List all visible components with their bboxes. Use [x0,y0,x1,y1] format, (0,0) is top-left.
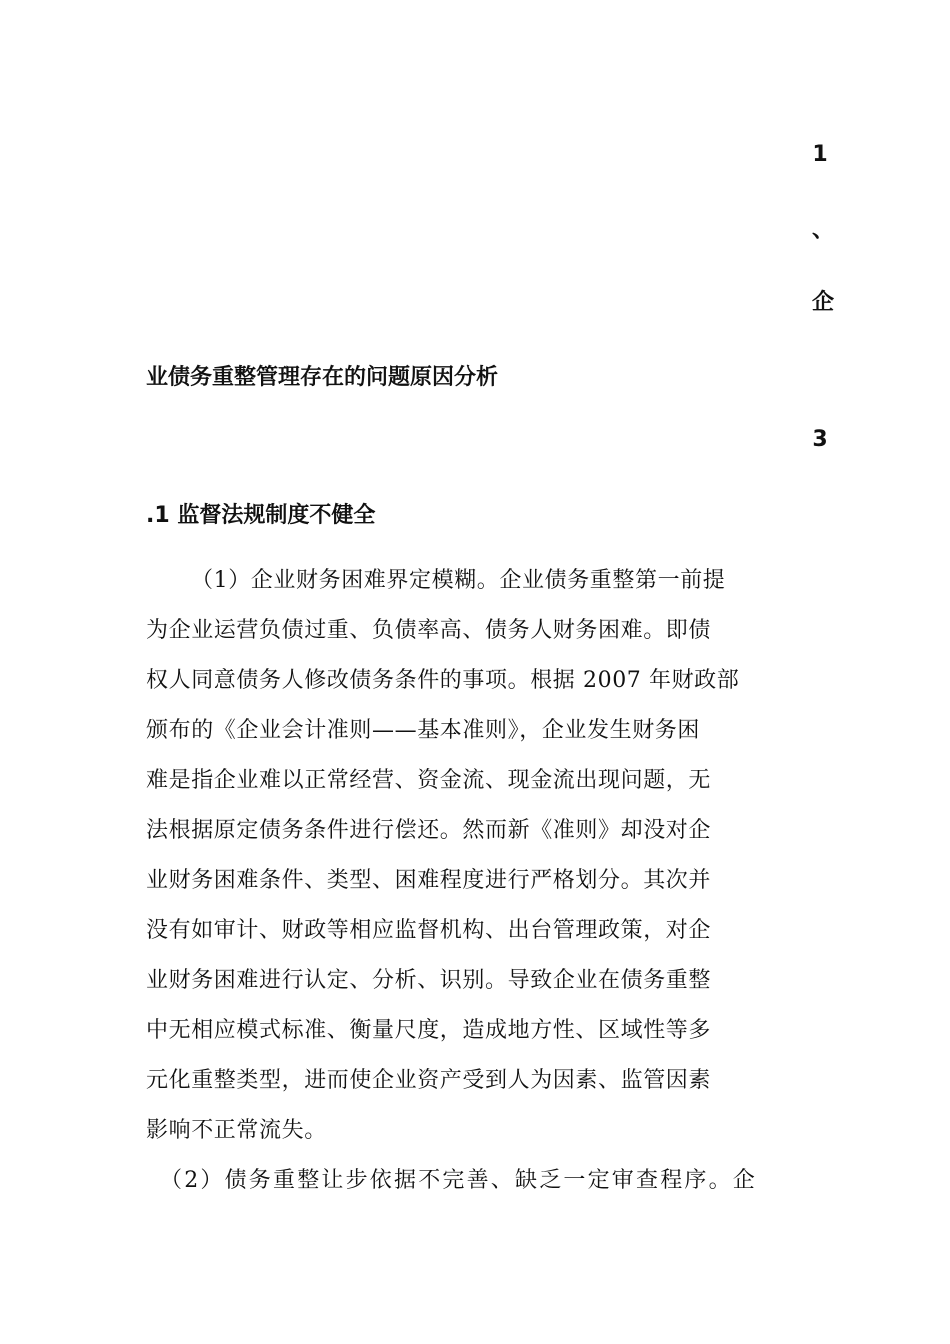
heading-char-section-number: 3 [812,427,828,452]
paragraph-line: 业财务困难条件、类型、困难程度进行严格划分。其次并 [146,868,712,893]
paragraph-line: 权人同意债务人修改债务条件的事项。根据 2007 年财政部 [146,668,740,693]
paragraph-line: 中无相应模式标准、衡量尺度，造成地方性、区域性等多 [146,1018,712,1043]
paragraph-line: 法根据原定债务条件进行偿还。然而新《准则》却没对企 [146,818,712,843]
paragraph-line: 颁布的《企业会计准则——基本准则》，企业发生财务困 [146,718,701,743]
paragraph-line: 业财务困难进行认定、分析、识别。导致企业在债务重整 [146,968,712,993]
paragraph-line: 影响不正常流失。 [146,1118,327,1143]
heading-char-number: 1 [812,142,828,167]
paragraph-line: 元化重整类型，进而使企业资产受到人为因素、监管因素 [146,1068,712,1093]
heading-char-qi: 企 [812,290,835,315]
section-title: 业债务重整管理存在的问题原因分析 [146,365,499,390]
heading-char-comma: 、 [812,218,835,243]
paragraph-line: （1）企业财务困难界定模糊。企业债务重整第一前提 [191,568,726,593]
paragraph-line: （2）债务重整让步依据不完善、缺乏一定审查程序。企 [160,1168,757,1193]
paragraph-line: 没有如审计、财政等相应监督机构、出台管理政策，对企 [146,918,712,943]
paragraph-line: 为企业运营负债过重、负债率高、债务人财务困难。即债 [146,618,712,643]
paragraph-line: 难是指企业难以正常经营、资金流、现金流出现问题，无 [146,768,712,793]
subsection-title: .1 监督法规制度不健全 [146,503,376,528]
